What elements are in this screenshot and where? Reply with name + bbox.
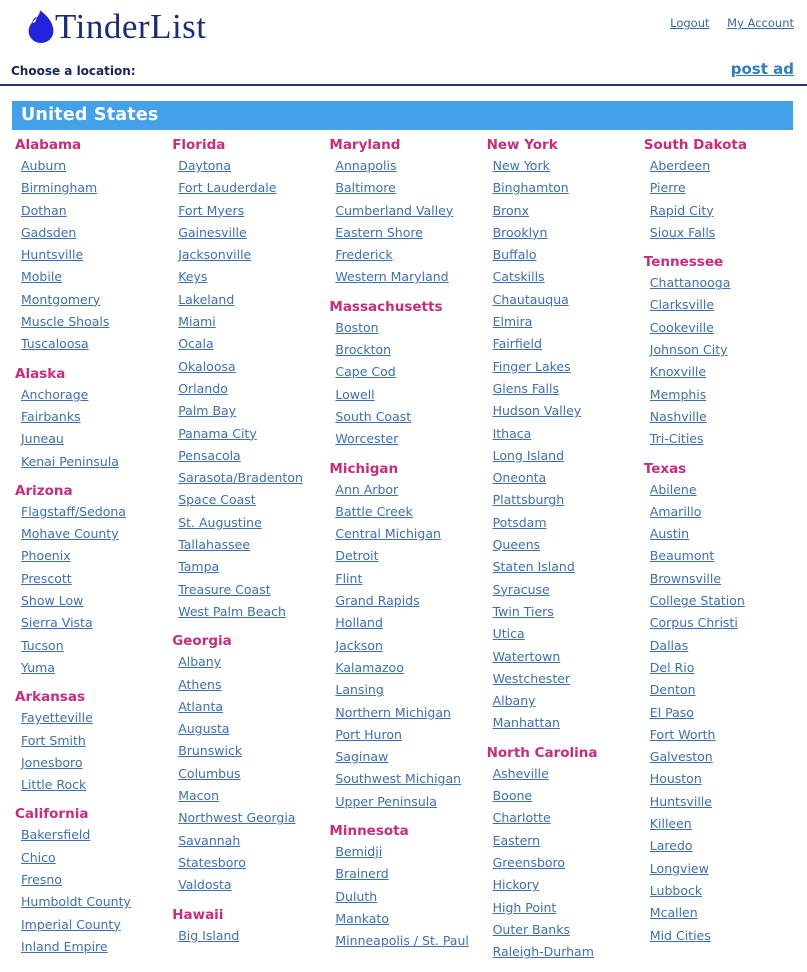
city-link[interactable]: Knoxville — [649, 364, 707, 380]
city-link[interactable]: Catskills — [492, 269, 545, 285]
city-link[interactable]: Central Michigan — [335, 526, 441, 542]
city-link[interactable]: Dothan — [21, 202, 67, 218]
city-link[interactable]: Hickory — [492, 877, 540, 893]
city-link[interactable]: Space Coast — [178, 492, 256, 508]
city-link[interactable]: Memphis — [649, 386, 707, 402]
city-link[interactable]: Brooklyn — [492, 224, 548, 240]
city-link[interactable]: Auburn — [21, 158, 67, 173]
state-header: Arkansas — [15, 689, 85, 706]
state-header: Arizona — [15, 482, 73, 499]
state-block — [15, 482, 168, 679]
state-block — [15, 136, 168, 356]
city-link[interactable]: Atlanta — [178, 698, 224, 714]
city-link[interactable]: Rapid City — [649, 202, 714, 218]
city-link[interactable]: Kenai Peninsula — [21, 453, 119, 469]
my-account-link[interactable]: My Account — [727, 16, 794, 30]
state-block — [487, 744, 640, 964]
city-link[interactable]: Inland Empire — [21, 938, 108, 954]
flame-icon — [27, 10, 55, 43]
city-link[interactable]: Buffalo — [492, 247, 537, 263]
city-link[interactable]: Queens — [492, 537, 541, 553]
city-link[interactable]: Tucson — [21, 637, 64, 653]
city-link[interactable]: Huntsville — [21, 247, 84, 263]
state-block — [644, 460, 797, 947]
city-link[interactable]: Battle Creek — [335, 503, 413, 519]
city-link[interactable]: Jonesboro — [21, 754, 83, 770]
post-ad-link[interactable]: post ad — [730, 60, 794, 78]
state-block — [172, 632, 325, 896]
city-link[interactable]: College Station — [649, 593, 745, 609]
city-link[interactable]: Huntsville — [649, 793, 712, 809]
city-link[interactable]: Worcester — [335, 431, 399, 447]
state-header: Michigan — [329, 460, 399, 477]
city-link[interactable]: Jackson — [335, 637, 383, 653]
city-link[interactable]: Flagstaff/Sedona — [21, 503, 126, 519]
city-link[interactable]: Annapolis — [335, 158, 397, 173]
city-link[interactable]: Northern Michigan — [335, 704, 451, 720]
city-link[interactable]: El Paso — [649, 704, 694, 720]
city-link[interactable]: Gainesville — [178, 224, 247, 240]
city-link[interactable]: Big Island — [178, 927, 240, 943]
city-link[interactable]: Brainerd — [335, 866, 389, 882]
city-link[interactable]: Boone — [492, 788, 533, 804]
city-link[interactable]: Okaloosa — [178, 358, 236, 374]
city-link[interactable]: Houston — [649, 771, 702, 787]
city-link[interactable]: Orlando — [178, 380, 228, 396]
choose-location-label: Choose a location: — [11, 64, 136, 78]
city-link[interactable]: Westchester — [492, 670, 571, 686]
city-link[interactable]: Ithaca — [492, 425, 532, 441]
city-link[interactable]: New York — [492, 158, 550, 173]
city-link[interactable]: Cumberland Valley — [335, 202, 454, 218]
state-header: Massachusetts — [329, 298, 443, 315]
city-link[interactable]: Glens Falls — [492, 380, 560, 396]
city-link[interactable]: Albany — [178, 654, 222, 670]
city-link[interactable]: Galveston — [649, 749, 713, 765]
city-link[interactable]: Tampa — [178, 559, 220, 575]
city-link[interactable]: Potsdam — [492, 514, 547, 530]
city-link[interactable]: Longview — [649, 860, 709, 876]
state-block — [15, 365, 168, 473]
city-link[interactable]: Syracuse — [492, 581, 550, 597]
city-link[interactable]: Tri-Cities — [649, 431, 704, 447]
city-link[interactable]: Greensboro — [492, 854, 566, 870]
city-link[interactable]: Grand Rapids — [335, 593, 420, 609]
city-link[interactable]: Palm Bay — [178, 403, 237, 419]
city-link[interactable]: St. Augustine — [178, 514, 262, 530]
city-link[interactable]: Phoenix — [21, 548, 71, 564]
city-link[interactable]: Fairbanks — [21, 408, 81, 424]
state-block — [329, 298, 482, 451]
state-header: Alaska — [15, 365, 66, 382]
city-link[interactable]: Sioux Falls — [649, 224, 716, 240]
state-column — [487, 136, 640, 972]
country-banner: United States — [12, 101, 793, 130]
city-link[interactable]: Southwest Michigan — [335, 771, 462, 787]
city-link[interactable]: Fresno — [21, 872, 62, 888]
state-block — [644, 136, 797, 244]
city-link[interactable]: Augusta — [178, 721, 230, 737]
city-link[interactable]: Treasure Coast — [178, 581, 271, 597]
city-link[interactable]: Birmingham — [21, 180, 98, 196]
city-link[interactable]: Aberdeen — [649, 158, 711, 173]
city-link[interactable]: Detroit — [335, 548, 379, 564]
city-link[interactable]: South Coast — [335, 408, 412, 424]
city-link[interactable]: High Point — [492, 899, 557, 915]
city-link[interactable]: Albany — [492, 693, 536, 709]
city-link[interactable]: Boston — [335, 319, 379, 335]
city-link[interactable]: Raleigh-Durham — [492, 944, 594, 960]
city-link[interactable]: Kalamazoo — [335, 659, 404, 675]
city-link[interactable]: Utica — [492, 626, 525, 642]
state-block — [172, 136, 325, 623]
city-link[interactable]: Johnson City — [649, 342, 728, 358]
city-link[interactable]: Nashville — [649, 408, 707, 424]
city-link[interactable]: Montgomery — [21, 291, 101, 307]
city-link[interactable]: Humboldt County — [21, 894, 131, 910]
city-link[interactable]: Prescott — [21, 570, 72, 586]
state-header: Maryland — [329, 137, 401, 153]
city-link[interactable]: Lakeland — [178, 291, 235, 307]
state-header: Texas — [643, 460, 687, 477]
city-link[interactable]: Amarillo — [649, 503, 702, 519]
state-block — [15, 688, 168, 796]
state-header: Minnesota — [329, 823, 409, 840]
city-link[interactable]: Columbus — [178, 765, 241, 781]
state-header: New York — [486, 137, 558, 153]
city-link[interactable]: Tuscaloosa — [21, 336, 89, 352]
city-link[interactable]: Corpus Christi — [649, 615, 738, 631]
city-link[interactable]: Bemidji — [335, 844, 383, 860]
city-link[interactable]: Imperial County — [21, 916, 121, 932]
city-link[interactable]: Cape Cod — [335, 364, 396, 380]
sub-header — [0, 58, 807, 86]
state-header: Florida — [172, 137, 226, 153]
state-header: Hawaii — [172, 906, 224, 923]
city-link[interactable]: Mcallen — [649, 905, 698, 921]
city-link[interactable]: Eastern Shore — [335, 224, 423, 240]
city-link[interactable]: Fort Smith — [21, 732, 86, 748]
city-link[interactable]: Manhattan — [492, 715, 560, 731]
city-link[interactable]: Chattanooga — [649, 275, 731, 291]
city-link[interactable]: West Palm Beach — [178, 603, 286, 619]
city-link[interactable]: Juneau — [21, 431, 64, 447]
city-link[interactable]: Miami — [178, 314, 216, 330]
logo[interactable] — [27, 9, 207, 44]
city-link[interactable]: Long Island — [492, 447, 565, 463]
city-link[interactable]: Outer Banks — [492, 921, 570, 937]
city-link[interactable]: Valdosta — [178, 877, 232, 893]
state-block — [329, 822, 482, 952]
city-link[interactable]: Fayetteville — [21, 710, 93, 726]
city-link[interactable]: Duluth — [335, 888, 378, 904]
city-link[interactable]: Statesboro — [178, 854, 246, 870]
city-link[interactable]: Plattsburgh — [492, 492, 565, 508]
city-link[interactable]: Finger Lakes — [492, 358, 571, 374]
city-link[interactable]: Saginaw — [335, 749, 389, 765]
city-link[interactable]: Panama City — [178, 425, 257, 441]
city-link[interactable]: Lansing — [335, 682, 384, 698]
state-header: Alabama — [15, 137, 82, 153]
city-link[interactable]: Gadsden — [21, 224, 77, 240]
state-block — [172, 906, 325, 947]
city-link[interactable]: Tallahassee — [178, 537, 251, 553]
city-link[interactable]: Hudson Valley — [492, 403, 582, 419]
city-link[interactable]: Anchorage — [21, 386, 89, 402]
account-links — [656, 16, 794, 30]
city-link[interactable]: Fairfield — [492, 336, 542, 352]
state-block — [329, 460, 482, 813]
city-link[interactable]: Dallas — [649, 637, 689, 653]
city-link[interactable]: Fort Myers — [178, 202, 245, 218]
top-bar — [0, 0, 807, 58]
city-link[interactable]: Athens — [178, 676, 222, 692]
city-link[interactable]: Binghamton — [492, 180, 569, 196]
city-link[interactable]: Mohave County — [21, 526, 119, 542]
city-link[interactable]: Minneapolis / St. Paul — [335, 933, 469, 949]
city-link[interactable]: Sierra Vista — [21, 615, 93, 631]
city-link[interactable]: Abilene — [649, 481, 697, 497]
city-link[interactable]: Cookeville — [649, 319, 714, 335]
city-link[interactable]: Ocala — [178, 336, 214, 352]
city-link[interactable]: Beaumont — [649, 548, 715, 564]
city-link[interactable]: Savannah — [178, 832, 241, 848]
city-link[interactable]: Oneonta — [492, 470, 547, 486]
city-link[interactable]: Flint — [335, 570, 363, 586]
city-link[interactable]: Yuma — [21, 659, 55, 675]
city-link[interactable]: Killeen — [649, 816, 692, 832]
city-link[interactable]: Holland — [335, 615, 383, 631]
state-header: Tennessee — [643, 254, 724, 271]
city-link[interactable]: Del Rio — [649, 659, 695, 675]
state-header: Georgia — [172, 633, 232, 650]
city-link[interactable]: Laredo — [649, 838, 693, 854]
city-link[interactable]: Lowell — [335, 386, 375, 402]
city-link[interactable]: Daytona — [178, 158, 232, 173]
city-link[interactable]: Muscle Shoals — [21, 314, 110, 330]
state-column — [644, 136, 797, 972]
city-link[interactable]: Lubbock — [649, 882, 703, 898]
city-link[interactable]: Fort Lauderdale — [178, 180, 277, 196]
city-link[interactable]: Western Maryland — [335, 269, 449, 285]
state-block — [15, 805, 168, 958]
city-link[interactable]: Ann Arbor — [335, 481, 399, 497]
city-link[interactable]: Staten Island — [492, 559, 575, 575]
city-link[interactable]: Bakersfield — [21, 827, 91, 843]
city-link[interactable]: Chautauqua — [492, 291, 569, 307]
city-link[interactable]: Keys — [178, 269, 208, 285]
city-link[interactable]: Port Huron — [335, 726, 402, 742]
state-block — [329, 136, 482, 289]
city-link[interactable]: Austin — [649, 526, 690, 542]
state-header: North Carolina — [486, 744, 598, 761]
city-link[interactable]: Charlotte — [492, 810, 551, 826]
city-link[interactable]: Mid Cities — [649, 927, 711, 943]
city-link[interactable]: Chico — [21, 849, 56, 865]
state-header: California — [15, 806, 89, 823]
city-link[interactable]: Brownsville — [649, 570, 722, 586]
city-link[interactable]: Pierre — [649, 180, 686, 196]
city-link[interactable]: Frederick — [335, 247, 393, 263]
city-link[interactable]: Mankato — [335, 910, 389, 926]
city-link[interactable]: Bronx — [492, 202, 530, 218]
logout-link[interactable]: Logout — [670, 16, 710, 30]
city-link[interactable]: Baltimore — [335, 180, 396, 196]
city-link[interactable]: Clarksville — [649, 297, 715, 313]
city-link[interactable]: Eastern — [492, 832, 541, 848]
logo-text: TinderList — [55, 7, 207, 46]
city-link[interactable]: Show Low — [21, 593, 84, 609]
city-link[interactable]: Sarasota/Bradenton — [178, 470, 303, 486]
location-columns — [0, 130, 807, 972]
city-link[interactable]: Asheville — [492, 765, 549, 781]
city-link[interactable]: Brockton — [335, 342, 392, 358]
city-link[interactable]: Little Rock — [21, 777, 87, 793]
state-block — [644, 253, 797, 450]
city-link[interactable]: Fort Worth — [649, 726, 716, 742]
city-link[interactable]: Northwest Georgia — [178, 810, 296, 826]
city-link[interactable]: Twin Tiers — [492, 603, 554, 619]
state-block — [487, 136, 640, 735]
city-link[interactable]: Brunswick — [178, 743, 243, 759]
state-column — [15, 136, 168, 972]
city-link[interactable]: Elmira — [492, 314, 533, 330]
city-link[interactable]: Jacksonville — [178, 247, 252, 263]
city-link[interactable]: Upper Peninsula — [335, 793, 437, 809]
city-link[interactable]: Watertown — [492, 648, 561, 664]
state-column — [329, 136, 482, 972]
city-link[interactable]: Macon — [178, 788, 220, 804]
city-link[interactable]: Denton — [649, 682, 696, 698]
state-column — [172, 136, 325, 972]
state-header: South Dakota — [643, 137, 747, 153]
city-link[interactable]: Pensacola — [178, 447, 241, 463]
city-link[interactable]: Mobile — [21, 269, 63, 285]
